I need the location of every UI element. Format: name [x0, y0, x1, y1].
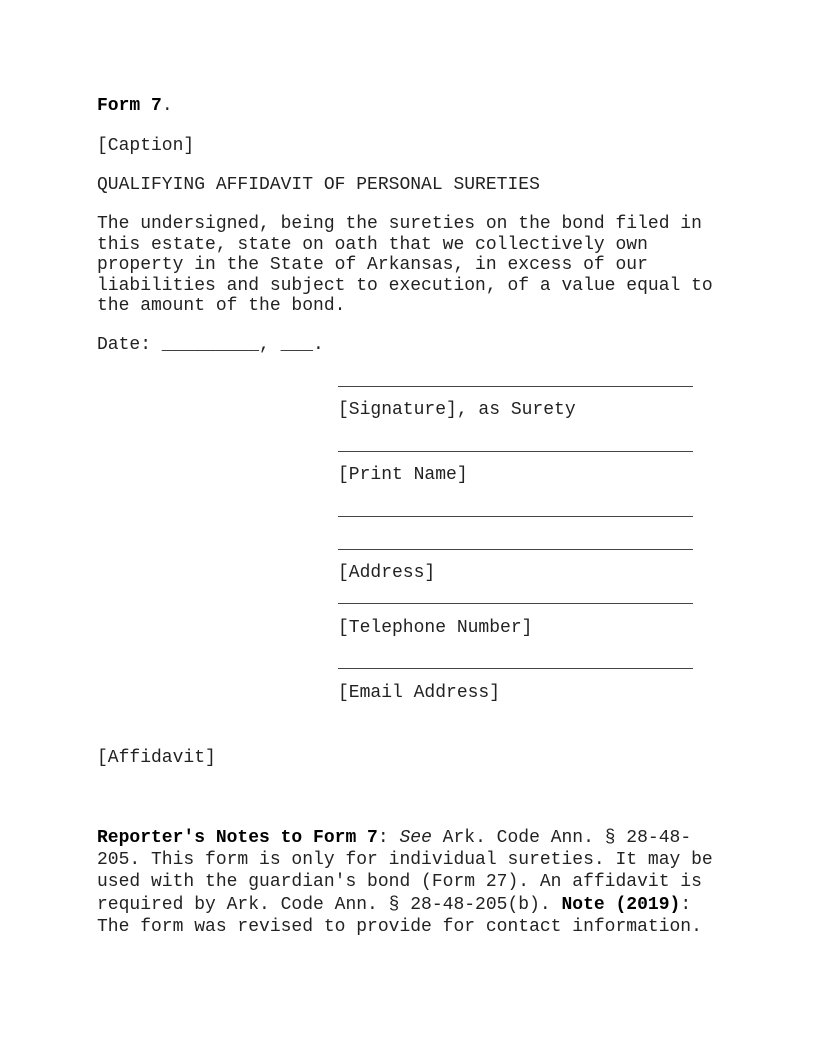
telephone-line — [338, 603, 693, 604]
signature-label: [Signature], as Surety — [338, 400, 576, 420]
body-line: The undersigned, being the sureties on the bond filed in — [97, 214, 702, 234]
body-line: property in the State of Arkansas, in excess of our — [97, 255, 648, 275]
form-number: Form 7 — [97, 96, 162, 116]
form-title-period: . — [161, 96, 173, 116]
notes-text-2: : The form was revised to provide for contact information. — [97, 894, 702, 937]
see-signal: See — [399, 828, 432, 848]
form-title — [97, 96, 173, 117]
note-2019-label: Note (2019) — [561, 894, 681, 915]
address-line-1 — [338, 516, 693, 517]
address-line-2 — [338, 549, 693, 550]
email-line — [338, 668, 693, 669]
print-name-line — [338, 451, 693, 452]
telephone-label: [Telephone Number] — [338, 618, 533, 638]
address-label: [Address] — [338, 563, 436, 583]
print-name-label: [Print Name] — [338, 465, 468, 485]
signature-line — [338, 386, 693, 387]
reporters-notes — [97, 827, 727, 938]
date-line: Date: _________, ___. — [97, 335, 324, 355]
caption-placeholder: [Caption] — [97, 136, 195, 156]
body-line: liabilities and subject to execution, of a value equal to — [97, 275, 713, 296]
affidavit-placeholder: [Affidavit] — [97, 748, 216, 768]
body-line: this estate, state on oath that we collectively own — [97, 234, 648, 255]
notes-heading: Reporter's Notes to Form 7 — [97, 828, 378, 848]
notes-colon: : — [377, 828, 400, 848]
affidavit-body — [97, 214, 713, 317]
document-heading: QUALIFYING AFFIDAVIT OF PERSONAL SURETIES — [97, 175, 540, 195]
email-label: [Email Address] — [338, 683, 501, 703]
notes-text: Ark. Code Ann. § 28-48-205. This form is only for individual sureties. It may be used with the guardian's bond (Form 27). An affidavit is required by Ark. Code Ann. § 28-48-205(b). — [97, 828, 724, 915]
body-line: the amount of the bond. — [97, 296, 346, 316]
